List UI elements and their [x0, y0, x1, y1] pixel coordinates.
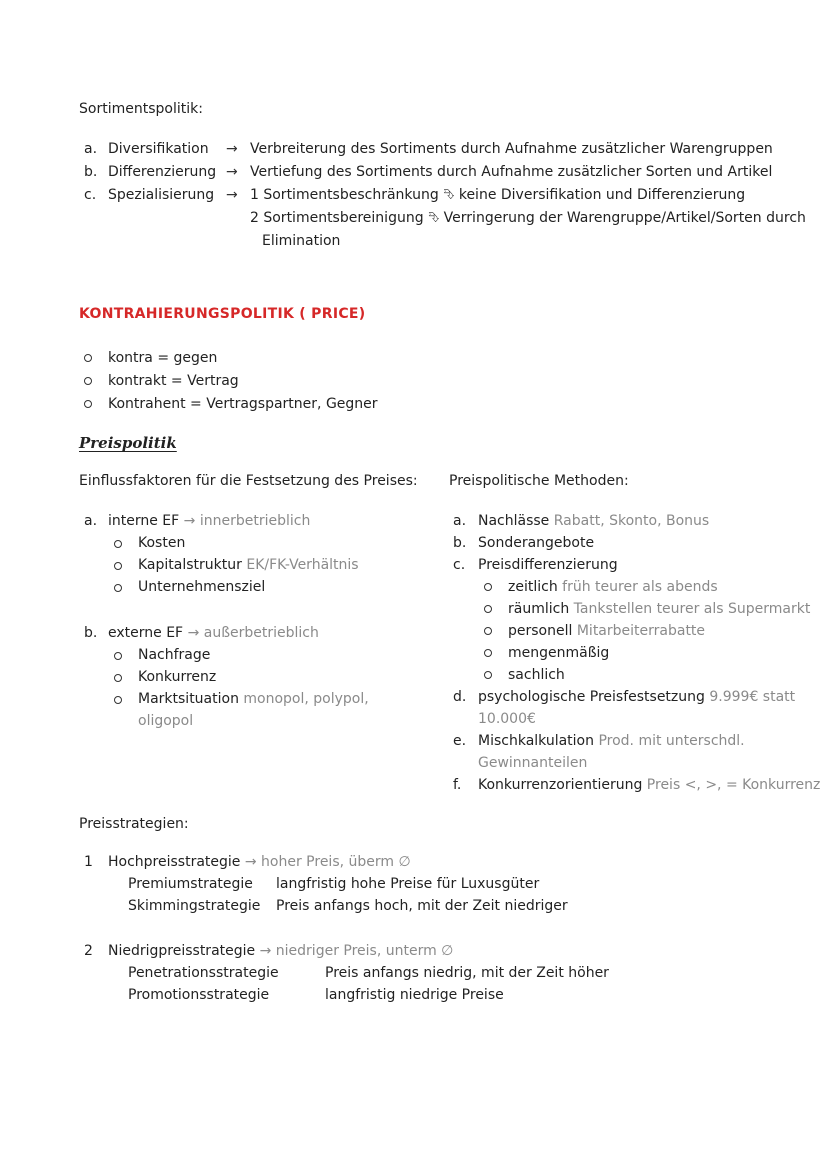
strategie-2-row-2-name: Promotionsstrategie	[128, 987, 270, 1003]
left-a-sub-2: Kapitalstruktur	[138, 557, 242, 573]
right-marker-b: b.	[453, 535, 467, 551]
circle-bullet-icon	[84, 377, 92, 385]
circle-bullet-icon	[114, 674, 122, 682]
right-marker-c: c.	[453, 557, 466, 573]
sortiment-desc-a: Verbreiterung des Sortiments durch Aufnahme zusätzlicher Warengruppen	[250, 141, 773, 157]
right-item-a: Nachlässe	[478, 513, 550, 529]
arrow-icon: →	[187, 625, 200, 641]
arrow-icon: →	[226, 187, 238, 203]
sortiment-term-a: Diversifikation	[108, 141, 209, 157]
right-item-e-note: Prod. mit unterschdl.	[598, 733, 745, 749]
strategie-2-row-1-desc: Preis anfangs niedrig, mit der Zeit höher	[325, 965, 609, 981]
strategie-1-row-2-name: Skimmingstrategie	[128, 898, 261, 914]
right-item-d-cont: 10.000€	[478, 711, 536, 727]
left-b-sub-3-cont: oligopol	[138, 713, 194, 729]
right-item-c: Preisdifferenzierung	[478, 557, 618, 573]
left-b-sub-1: Nachfrage	[138, 647, 211, 663]
right-item-a-note: Rabatt, Skonto, Bonus	[553, 513, 710, 529]
left-a-sub-2-note: EK/FK-Verhältnis	[246, 557, 359, 573]
circle-bullet-icon	[484, 671, 492, 679]
strategie-2-row-2-desc: langfristig niedrige Preise	[325, 987, 504, 1003]
preis-heading: Preispolitik	[79, 434, 177, 452]
kontra-bullet-1: kontra = gegen	[108, 350, 218, 366]
sortiment-marker-b: b.	[84, 164, 98, 180]
strategie-2-label: Niedrigpreisstrategie	[108, 943, 256, 959]
arrow-icon: →	[183, 513, 196, 529]
externe-ef-note: außerbetrieblich	[203, 625, 319, 641]
sortiment-extra-cont: Elimination	[262, 233, 341, 249]
strategien-title: Preisstrategien:	[79, 816, 189, 832]
circle-bullet-icon	[114, 584, 122, 592]
sortiment-term-b: Differenzierung	[108, 164, 217, 180]
externe-ef-label: externe EF	[108, 625, 184, 641]
strategie-1-row-1-desc: langfristig hohe Preise für Luxusgüter	[276, 876, 540, 892]
circle-bullet-icon	[114, 540, 122, 548]
strategie-2-note: niedriger Preis, unterm ∅	[275, 943, 454, 959]
sortiment-marker-c: c.	[84, 187, 97, 203]
circle-bullet-icon	[114, 562, 122, 570]
right-item-d: psychologische Preisfestsetzung	[478, 689, 705, 705]
right-marker-f: f.	[453, 777, 462, 793]
kontra-heading: KONTRAHIERUNGSPOLITIK ( PRICE)	[79, 306, 366, 322]
right-item-e-cont: Gewinnanteilen	[478, 755, 588, 771]
left-b-sub-2: Konkurrenz	[138, 669, 217, 685]
strategie-1-note: hoher Preis, überm ∅	[261, 854, 411, 870]
strategie-2-row-1-name: Penetrationsstrategie	[128, 965, 279, 981]
circle-bullet-icon	[484, 649, 492, 657]
arrow-icon: →	[259, 943, 272, 959]
left-title: Einflussfaktoren für die Festsetzung des Preises:	[79, 473, 418, 489]
circle-bullet-icon	[84, 354, 92, 362]
left-b-sub-3: Marktsituation	[138, 691, 239, 707]
kontra-bullet-2: kontrakt = Vertrag	[108, 373, 239, 389]
right-item-f: Konkurrenzorientierung	[478, 777, 643, 793]
sortiment-desc-c: 1 Sortimentsbeschränkung ⮷ keine Diversifikation und Differenzierung	[250, 187, 746, 203]
c-sub-3: personell	[508, 623, 573, 639]
interne-ef-label: interne EF	[108, 513, 180, 529]
left-a-sub-1: Kosten	[138, 535, 186, 551]
sortiment-title: Sortimentspolitik:	[79, 101, 203, 117]
c-sub-3-note: Mitarbeiterrabatte	[576, 623, 706, 639]
sortiment-marker-a: a.	[84, 141, 98, 157]
circle-bullet-icon	[84, 400, 92, 408]
c-sub-1: zeitlich	[508, 579, 558, 595]
circle-bullet-icon	[484, 627, 492, 635]
circle-bullet-icon	[114, 652, 122, 660]
right-marker-e: e.	[453, 733, 467, 749]
circle-bullet-icon	[484, 605, 492, 613]
kontra-bullet-3: Kontrahent = Vertragspartner, Gegner	[108, 396, 378, 412]
circle-bullet-icon	[114, 696, 122, 704]
c-sub-5: sachlich	[508, 667, 565, 683]
sortiment-extra-line: 2 Sortimentsbereinigung ⮷ Verringerung der Warengruppe/Artikel/Sorten durch	[250, 210, 806, 226]
circle-bullet-icon	[484, 583, 492, 591]
right-item-d-note: 9.999€ statt	[709, 689, 796, 705]
strategie-2-num: 2	[84, 943, 93, 959]
strategie-1-row-1-name: Premiumstrategie	[128, 876, 253, 892]
c-sub-2: räumlich	[508, 601, 570, 617]
right-item-e: Mischkalkulation	[478, 733, 594, 749]
left-marker-a: a.	[84, 513, 98, 529]
arrow-icon: →	[244, 854, 257, 870]
c-sub-2-note: Tankstellen teurer als Supermarkt	[573, 601, 811, 617]
right-item-f-note: Preis <, >, = Konkurrenz	[646, 777, 821, 793]
left-marker-b: b.	[84, 625, 98, 641]
right-item-b: Sonderangebote	[478, 535, 595, 551]
strategie-1-label: Hochpreisstrategie	[108, 854, 241, 870]
c-sub-1-note: früh teurer als abends	[562, 579, 718, 595]
interne-ef-note: innerbetrieblich	[199, 513, 311, 529]
right-marker-d: d.	[453, 689, 467, 705]
arrow-icon: →	[226, 141, 238, 157]
sortiment-term-c: Spezialisierung	[108, 187, 215, 203]
sortiment-desc-b: Vertiefung des Sortiments durch Aufnahme zusätzlicher Sorten und Artikel	[250, 164, 773, 180]
strategie-1-num: 1	[84, 854, 93, 870]
right-title: Preispolitische Methoden:	[449, 473, 629, 489]
strategie-1-row-2-desc: Preis anfangs hoch, mit der Zeit niedriger	[276, 898, 568, 914]
c-sub-4: mengenmäßig	[508, 645, 610, 661]
left-b-sub-3-note: monopol, polypol,	[243, 691, 369, 707]
left-a-sub-3: Unternehmensziel	[138, 579, 266, 595]
right-marker-a: a.	[453, 513, 467, 529]
arrow-icon: →	[226, 164, 238, 180]
